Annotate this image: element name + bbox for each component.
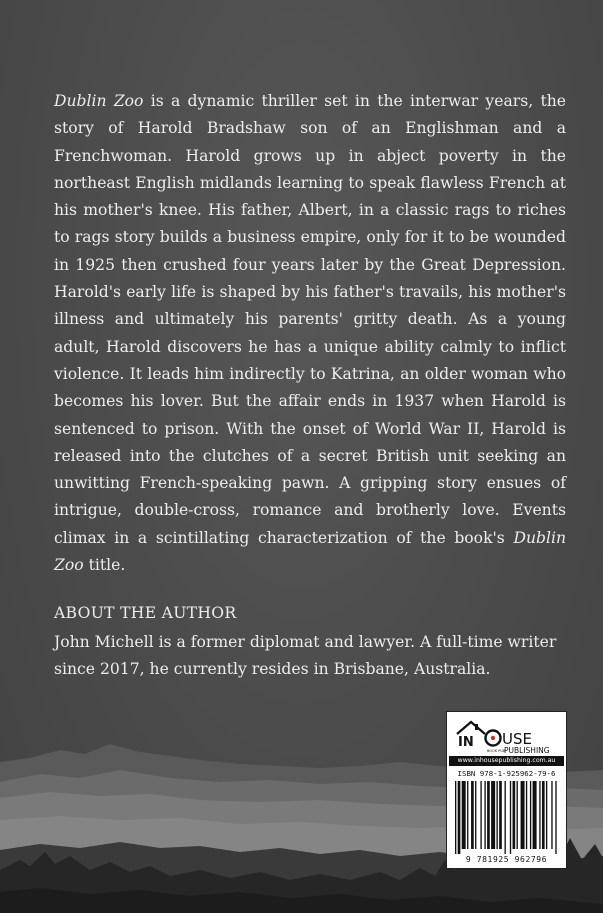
publisher-barcode-box: [446, 711, 567, 869]
barcode-bar: [533, 781, 537, 849]
barcode-bar: [539, 781, 540, 849]
svg-text:PUBLISHING: PUBLISHING: [504, 746, 550, 755]
barcode-bar: [467, 781, 468, 849]
barcode-bar: [462, 781, 466, 849]
barcode-bar: [496, 781, 497, 849]
barcode-bar: [513, 781, 516, 849]
barcode-bar: [491, 781, 495, 849]
barcode-bar: [480, 781, 481, 849]
barcode-bar: [517, 781, 518, 849]
barcode-bar: [521, 781, 525, 849]
barcode-bar: [504, 781, 505, 854]
barcode-bar: [530, 781, 531, 849]
barcode-bar: [526, 781, 527, 849]
book-title-italic: Dublin Zoo: [54, 92, 144, 110]
barcode-bar: [455, 781, 456, 854]
barcode-bar: [551, 781, 552, 849]
barcode-bar: [475, 781, 476, 849]
barcode-bar: [555, 781, 556, 854]
barcode-digits: 9 781925 962796: [465, 855, 548, 864]
blurb-text-part1: is a dynamic thriller set in the interwar years, the story of Harold Bradshaw son of an Englishman and a Frenchwoman. Harold grows up in abject poverty in the northeast English midlands learning to speak flawless French at his mother's knee. His father, Albert, in a classic rags to riches to rags story builds a business empire, only for it to be wounded in 1925 then crushed four years later by the Great Depression. Harold's early life is shaped by his father's travails, his mother's illness and ultimately his parents' gritty death. As a young adult, Harold discovers he has a unique ability calmly to inflict violence. It leads him indirectly to Katrina, an older woman who becomes his lover. But the affair ends in 1937 when Harold is sentenced to prison. With the onset of World War II, Harold is released into the clutches of a secret British unit seeking an unwitting French-speaking pawn. A gripping story ensues of intrigue, double-cross, romance and brotherly love. Events climax in a scintillating characterization of the book's: [54, 92, 566, 547]
barcode-bar: [458, 781, 461, 854]
svg-text:BOOK PUB: BOOK PUB: [487, 749, 506, 753]
about-author-heading: ABOUT THE AUTHOR: [54, 604, 237, 622]
house-icon: [457, 722, 485, 734]
barcode-bar: [487, 781, 490, 849]
barcode-bar: [471, 781, 474, 849]
svg-text:USE: USE: [502, 730, 532, 748]
book-title-italic-2: Dublin Zoo: [54, 528, 566, 575]
isbn-label: ISBN 978-1-925962-79-6: [457, 769, 556, 778]
svg-text:IN: IN: [458, 735, 474, 750]
isbn-barcode: [453, 781, 560, 854]
barcode-bar: [499, 781, 502, 849]
book-blurb: [54, 88, 566, 579]
publisher-url: www.inhousepublishing.com.au: [449, 756, 564, 766]
barcode-bar: [510, 781, 511, 854]
barcode-bar: [484, 781, 485, 849]
barcode-bar: [546, 781, 547, 849]
publisher-logo: [451, 716, 563, 758]
about-author-text: John Michell is a former diplomat and lawyer. A full-time writer since 2017, he currently resides in Brisbane, Australia.: [54, 633, 557, 679]
barcode-bar: [542, 781, 545, 849]
blurb-text-part2: title.: [83, 556, 126, 575]
